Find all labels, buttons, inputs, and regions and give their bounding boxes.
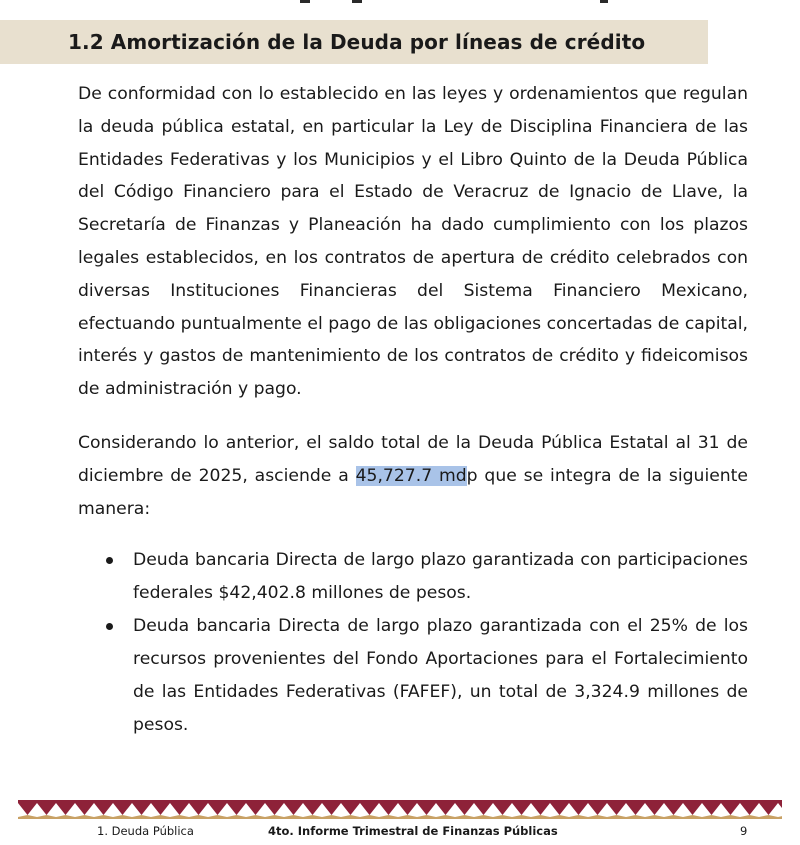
- band-triangle: [208, 803, 227, 815]
- band-triangle: [588, 803, 607, 815]
- band-triangle-gold: [474, 815, 493, 817]
- band-triangle-gold: [132, 815, 151, 817]
- band-triangle-gold: [645, 815, 664, 817]
- band-triangle-gold: [227, 815, 246, 817]
- band-triangle-gold: [151, 815, 170, 817]
- band-triangle: [132, 803, 151, 815]
- list-item-text: Deuda bancaria Directa de largo plazo garantizada con participaciones federales $42,402.8 millones de pesos.: [133, 550, 748, 603]
- band-triangle-gold: [360, 815, 379, 817]
- band-top-line: [18, 800, 782, 803]
- band-triangle: [721, 803, 740, 815]
- band-triangle: [18, 803, 37, 815]
- band-triangle: [645, 803, 664, 815]
- band-triangle: [189, 803, 208, 815]
- band-triangle-gold: [683, 815, 702, 817]
- band-triangle-gold: [379, 815, 398, 817]
- band-triangle: [550, 803, 569, 815]
- band-triangle: [436, 803, 455, 815]
- band-triangle-gold: [588, 815, 607, 817]
- page-footer: [0, 822, 800, 842]
- footer-section: 1. Deuda Pública: [97, 824, 194, 838]
- paragraph-debt-total: [78, 427, 748, 525]
- paragraph-legal-compliance: De conformidad con lo establecido en las leyes y ordenamientos que regulan la deuda pública estatal, en particular la Ley de Disciplina Financiera de las Entidades Federativas y los Municipios y el Libro Quinto de la Deuda Pública del Código Financiero para el Estado de Veracruz de Ignacio de Llave, la Secretaría de Finanzas y Planeación ha dado cumplimiento con los plazos legales establecidos, en los contratos de apertura de crédito celebrados con diversas Instituciones Financieras del Sistema Financiero Mexicano, efectuando puntualmente el pago de las obligaciones concertadas de capital, interés y gastos de mantenimiento de los contratos de crédito y fideicomisos de administración y pago.: [78, 84, 748, 400]
- band-triangle: [303, 803, 322, 815]
- band-triangle-gold: [531, 815, 550, 817]
- band-triangle: [417, 803, 436, 815]
- band-triangle: [626, 803, 645, 815]
- section-heading: [0, 20, 708, 64]
- band-triangle: [702, 803, 721, 815]
- band-triangle: [531, 803, 550, 815]
- debt-breakdown-list: [78, 544, 748, 742]
- band-triangle: [512, 803, 531, 815]
- band-triangle-gold: [56, 815, 75, 817]
- band-triangle-gold: [626, 815, 645, 817]
- band-triangle: [341, 803, 360, 815]
- band-triangle: [151, 803, 170, 815]
- band-triangle: [474, 803, 493, 815]
- band-triangle: [759, 803, 778, 815]
- list-item: [78, 610, 748, 742]
- band-triangle-gold: [493, 815, 512, 817]
- band-triangle-gold: [417, 815, 436, 817]
- band-triangle-gold: [664, 815, 683, 817]
- band-triangle-gold: [113, 815, 132, 817]
- section-title: 1.2 Amortización de la Deuda por líneas de crédito: [68, 30, 646, 54]
- band-triangle-gold: [303, 815, 322, 817]
- band-bottom-line: [18, 817, 782, 819]
- band-triangle-gold: [455, 815, 474, 817]
- top-crop-artifact: [0, 0, 800, 6]
- paragraph-debt-total-tail: p que se integra de la siguiente manera:: [78, 465, 749, 519]
- footer-page-number: 9: [740, 824, 748, 838]
- band-triangle-gold: [398, 815, 417, 817]
- band-triangle: [322, 803, 341, 815]
- band-triangle-gold: [18, 815, 37, 817]
- band-triangle-gold: [740, 815, 759, 817]
- paragraph-debt-total-lead: Considerando lo anterior, el saldo total de la Deuda Pública Estatal al 31 de diciembre de 2025, asciende a: [78, 433, 748, 486]
- band-triangle-gold: [341, 815, 360, 817]
- band-triangle: [379, 803, 398, 815]
- band-triangle: [75, 803, 94, 815]
- band-triangle-gold: [246, 815, 265, 817]
- list-item-text: Deuda bancaria Directa de largo plazo garantizada con el 25% de los recursos provenientes del Fondo Aportaciones para el Fortalecimiento de las Entidades Federativas (FAFEF), un total de 3,324.9 millones de pesos.: [133, 616, 748, 735]
- band-triangle: [170, 803, 189, 815]
- footer-decorative-band: [18, 800, 782, 820]
- band-triangle-gold: [436, 815, 455, 817]
- band-triangle-gold: [170, 815, 189, 817]
- band-triangle: [683, 803, 702, 815]
- selected-text-highlight[interactable]: 45,727.7 md: [355, 465, 467, 486]
- band-triangle: [664, 803, 683, 815]
- band-triangle: [113, 803, 132, 815]
- band-triangle-pattern: [18, 803, 782, 817]
- band-triangle: [569, 803, 588, 815]
- footer-report-title: 4to. Informe Trimestral de Finanzas Públicas: [268, 824, 558, 838]
- band-triangle-gold: [322, 815, 341, 817]
- band-triangle-gold: [75, 815, 94, 817]
- band-triangle: [246, 803, 265, 815]
- band-triangle-gold: [94, 815, 113, 817]
- band-triangle-gold: [550, 815, 569, 817]
- band-triangle-gold: [569, 815, 588, 817]
- band-triangle: [56, 803, 75, 815]
- band-triangle-gold: [721, 815, 740, 817]
- band-triangle: [94, 803, 113, 815]
- list-item: [78, 544, 748, 610]
- band-triangle: [265, 803, 284, 815]
- band-triangle-gold: [778, 815, 782, 817]
- band-triangle-gold: [284, 815, 303, 817]
- band-triangle: [740, 803, 759, 815]
- band-triangle: [37, 803, 56, 815]
- band-triangle: [284, 803, 303, 815]
- band-triangle-gold: [512, 815, 531, 817]
- bullet-dot-icon: [106, 557, 113, 564]
- band-triangle-gold: [702, 815, 721, 817]
- band-triangle-gold: [265, 815, 284, 817]
- band-triangle-gold: [189, 815, 208, 817]
- band-triangle: [607, 803, 626, 815]
- band-triangle-gold: [607, 815, 626, 817]
- band-triangle: [398, 803, 417, 815]
- band-triangle-gold: [37, 815, 56, 817]
- band-triangle: [227, 803, 246, 815]
- bullet-dot-icon: [106, 623, 113, 630]
- band-triangle: [778, 803, 782, 815]
- band-triangle: [360, 803, 379, 815]
- band-triangle-gold: [208, 815, 227, 817]
- band-triangle: [455, 803, 474, 815]
- band-triangle-gold: [759, 815, 778, 817]
- band-triangle: [493, 803, 512, 815]
